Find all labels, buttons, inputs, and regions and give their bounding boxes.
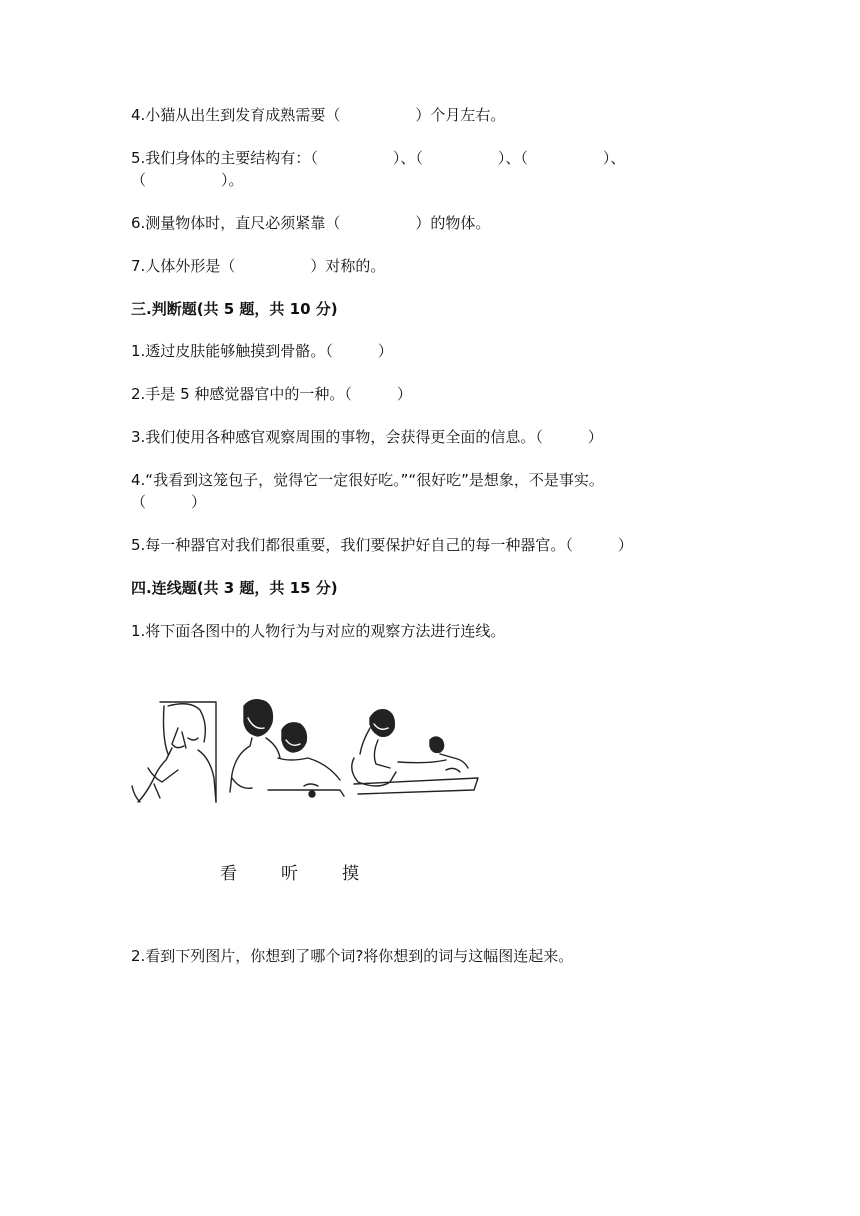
matching-word-listen: 听 (281, 864, 298, 884)
matching-word-touch: 摸 (342, 864, 359, 884)
judgment-q4-line2: （ ） (131, 493, 207, 511)
fill-in-blank-q5-line2: （ ）。 (131, 171, 244, 189)
fill-in-blank-q6: 6.测量物体时，直尺必须紧靠（ ）的物体。 (131, 214, 491, 232)
fill-in-blank-q7: 7.人体外形是（ ）对称的。 (131, 257, 386, 275)
judgment-q5: 5.每一种器官对我们都很重要，我们要保护好自己的每一种器官。（ ） (131, 536, 633, 554)
matching-word-look: 看 (220, 864, 237, 884)
judgment-section-heading: 三.判断题(共 5 题，共 10 分) (131, 300, 338, 318)
fill-in-blank-q5-line1: 5.我们身体的主要结构有：（ ）、（ ）、（ ）、 (131, 149, 626, 167)
judgment-q2: 2.手是 5 种感觉器官中的一种。（ ） (131, 385, 412, 403)
children-listening-figure (230, 700, 344, 797)
matching-section-heading: 四.连线题(共 3 题，共 15 分) (131, 579, 338, 597)
matching-q2: 2.看到下列图片，你想到了哪个词?将你想到的词与这幅图连起来。 (131, 947, 574, 965)
observation-illustration (128, 698, 484, 814)
judgment-q3: 3.我们使用各种感官观察周围的事物，会获得更全面的信息。（ ） (131, 428, 603, 446)
matching-q1: 1.将下面各图中的人物行为与对应的观察方法进行连线。 (131, 622, 506, 640)
fill-in-blank-q4: 4.小猫从出生到发育成熟需要（ ）个月左右。 (131, 106, 506, 124)
children-touching-figure (352, 710, 478, 794)
judgment-q4-line1: 4.“我看到这笼包子，觉得它一定很好吃。”“很好吃”是想象，不是事实。 (131, 471, 604, 489)
child-smelling-figure (132, 702, 216, 802)
judgment-q1: 1.透过皮肤能够触摸到骨骼。（ ） (131, 342, 393, 360)
